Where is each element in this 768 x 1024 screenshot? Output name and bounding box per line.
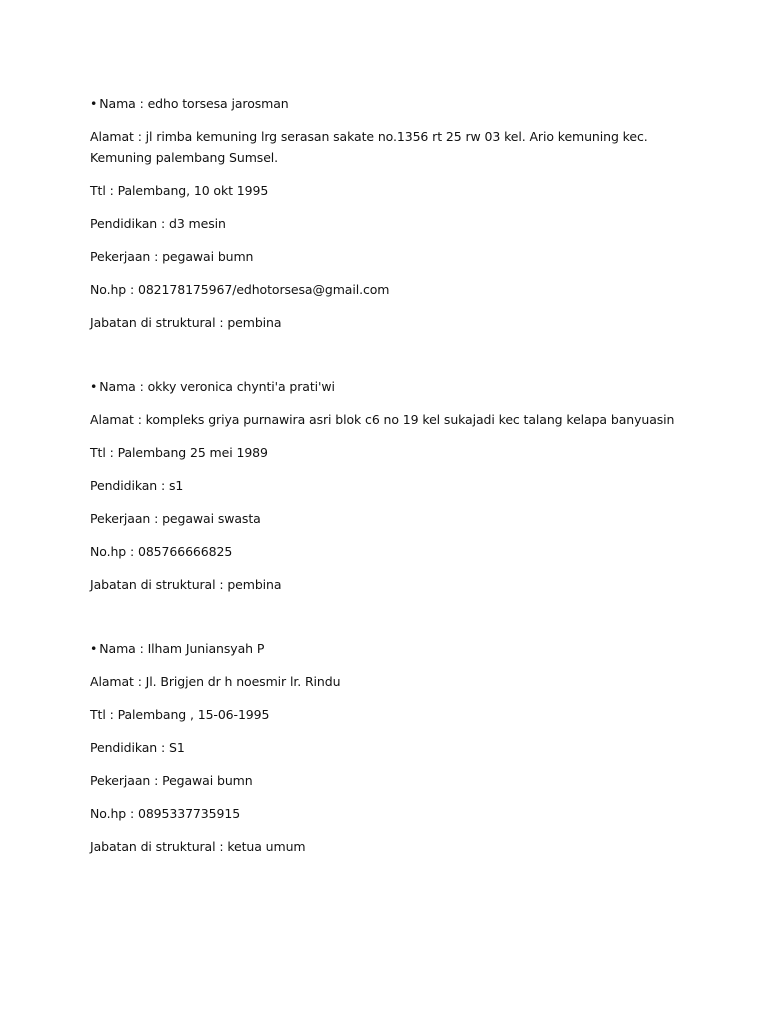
entry-name: Nama : Ilham Juniansyah P [99, 641, 265, 656]
member-entry-3 [90, 638, 690, 857]
entry-position: Jabatan di struktural : pembina [90, 577, 282, 592]
entry-birth: Ttl : Palembang, 10 okt 1995 [90, 183, 269, 198]
entry-occupation: Pekerjaan : Pegawai bumn [90, 773, 253, 788]
entry-position: Jabatan di struktural : ketua umum [90, 839, 306, 854]
document-content [90, 93, 690, 900]
bullet-icon: • [90, 641, 98, 656]
entry-education: Pendidikan : d3 mesin [90, 216, 226, 231]
entry-phone: No.hp : 082178175967/edhotorsesa@gmail.com [90, 282, 390, 297]
entry-birth: Ttl : Palembang 25 mei 1989 [90, 445, 268, 460]
entry-position: Jabatan di struktural : pembina [90, 315, 282, 330]
entry-address: Alamat : jl rimba kemuning lrg serasan sakate no.1356 rt 25 rw 03 kel. Ario kemuning kec. Kemuning palembang Sumsel. [90, 129, 648, 165]
member-entry-1 [90, 93, 690, 333]
entry-education: Pendidikan : s1 [90, 478, 184, 493]
bullet-icon: • [90, 379, 98, 394]
member-entry-2 [90, 376, 690, 595]
entry-name-line [90, 638, 690, 659]
entry-birth: Ttl : Palembang , 15-06-1995 [90, 707, 270, 722]
bullet-icon: • [90, 96, 98, 111]
entry-name: Nama : edho torsesa jarosman [99, 96, 289, 111]
entry-occupation: Pekerjaan : pegawai bumn [90, 249, 254, 264]
entry-occupation: Pekerjaan : pegawai swasta [90, 511, 261, 526]
entry-name-line [90, 93, 690, 114]
entry-address: Alamat : kompleks griya purnawira asri blok c6 no 19 kel sukajadi kec talang kelapa banyuasin [90, 412, 675, 427]
entry-education: Pendidikan : S1 [90, 740, 185, 755]
entry-name: Nama : okky veronica chynti'a prati'wi [99, 379, 335, 394]
entry-name-line [90, 376, 690, 397]
entry-address: Alamat : Jl. Brigjen dr h noesmir lr. Rindu [90, 674, 341, 689]
entry-phone: No.hp : 085766666825 [90, 544, 233, 559]
entry-phone: No.hp : 0895337735915 [90, 806, 241, 821]
